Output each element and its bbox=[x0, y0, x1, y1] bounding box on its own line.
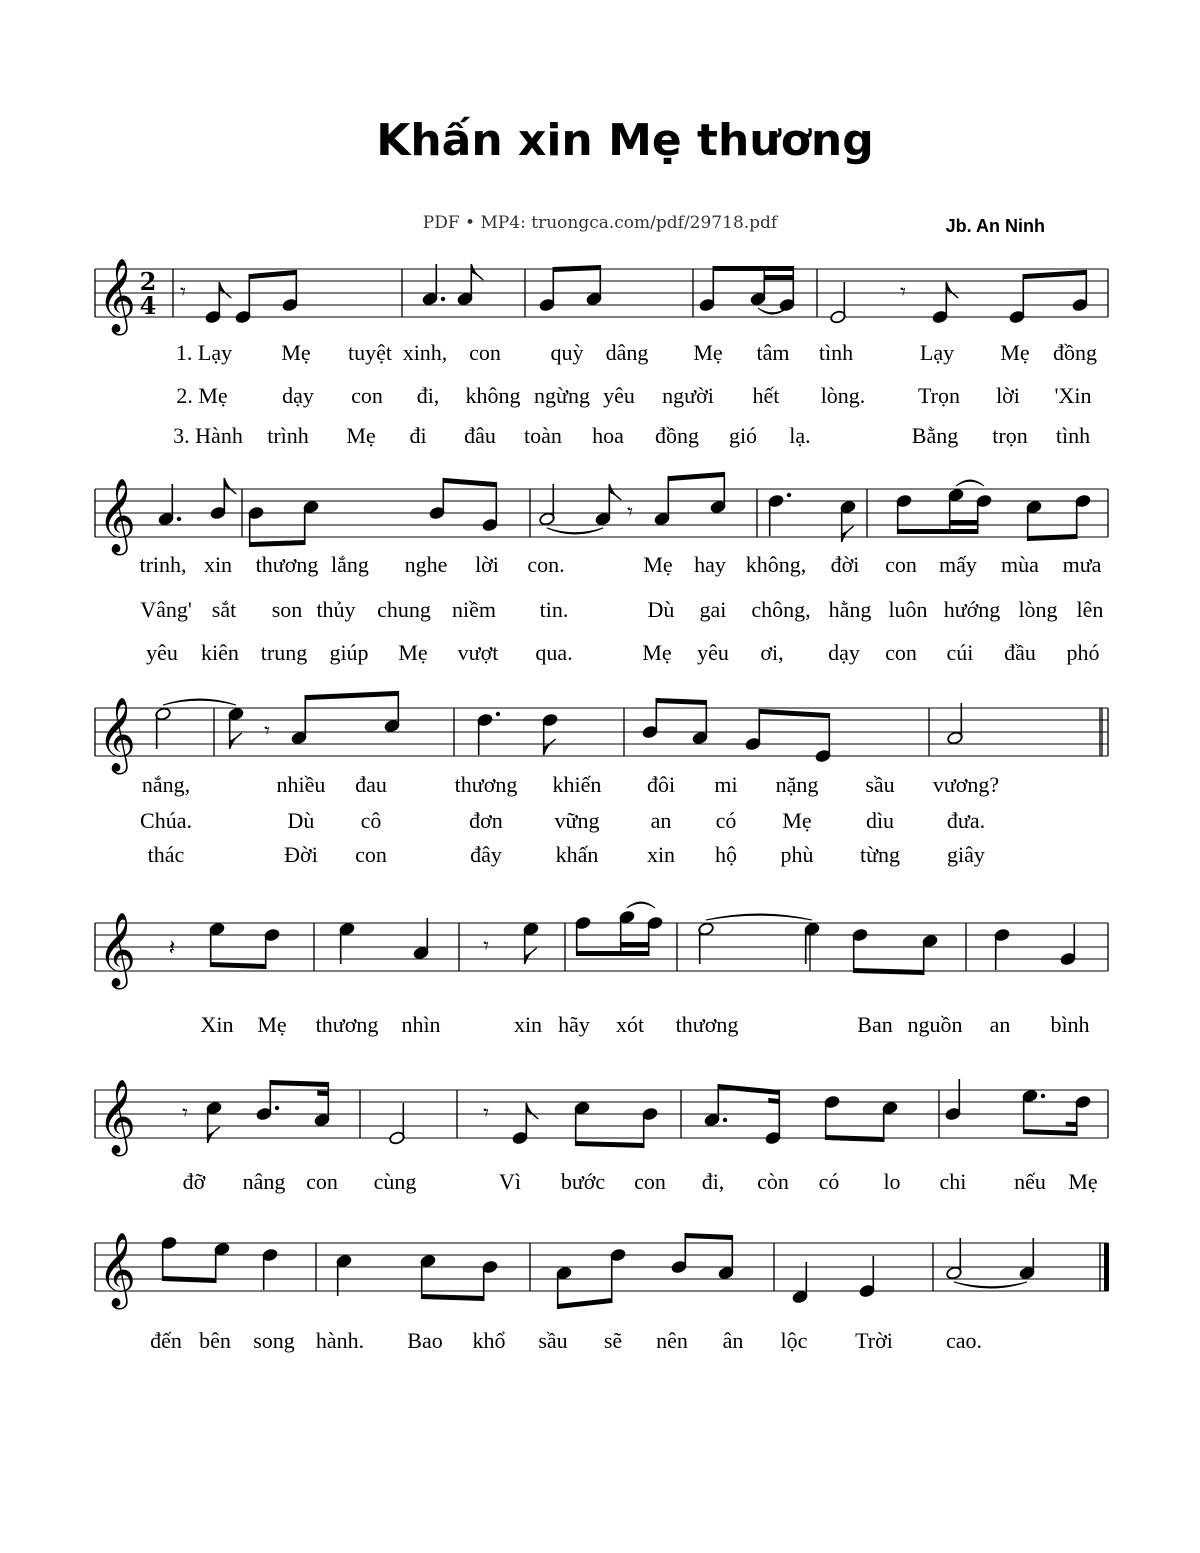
lyric-syllable: đến bbox=[150, 1328, 182, 1353]
lyric-syllable: yêu bbox=[146, 640, 178, 665]
lyric-syllable: hướng bbox=[943, 597, 1001, 622]
lyric-syllable: con bbox=[469, 340, 501, 365]
lyric-syllable: đi bbox=[409, 423, 427, 448]
lyric-syllable: con. bbox=[527, 552, 565, 577]
tie bbox=[163, 699, 236, 705]
lyric-syllable: lòng. bbox=[820, 383, 866, 408]
lyric-syllable: hết bbox=[752, 383, 780, 408]
song-title: Khấn xin Mẹ thương bbox=[376, 115, 874, 166]
secondary-beam bbox=[621, 942, 649, 947]
lyric-syllable: ân bbox=[722, 1328, 744, 1353]
lyric-syllable: phù bbox=[780, 842, 814, 867]
lyric-syllable: nguồn bbox=[907, 1012, 963, 1037]
augmentation-dot bbox=[1041, 1094, 1045, 1098]
lyric-syllable: dạy bbox=[282, 383, 314, 408]
lyric-syllable: Trời bbox=[855, 1328, 893, 1353]
lyric-syllable: trọn bbox=[992, 423, 1028, 448]
treble-clef-icon: 𝄞 bbox=[98, 479, 136, 553]
flag bbox=[471, 264, 483, 280]
lyric-syllable: xin bbox=[513, 1012, 543, 1037]
lyric-syllable: yêu bbox=[697, 640, 729, 665]
lyric-syllable: Vâng' bbox=[140, 597, 192, 622]
eighth-rest: 𝄾 bbox=[264, 719, 270, 744]
lyric-syllable: trình bbox=[267, 423, 309, 448]
beam bbox=[163, 1276, 216, 1283]
secondary-beam bbox=[950, 520, 978, 525]
flag bbox=[224, 478, 236, 494]
lyric-syllable: 2. Mẹ bbox=[176, 383, 228, 408]
lyric-syllable: Đời bbox=[284, 842, 318, 867]
lyric-syllable: chông, bbox=[751, 597, 811, 622]
lyric-syllable: Chúa. bbox=[140, 808, 192, 833]
beam bbox=[685, 1233, 732, 1240]
lyric-syllable: Mẹ bbox=[693, 340, 723, 365]
lyric-syllable: khấn bbox=[555, 842, 599, 867]
lyric-syllable: 'Xin bbox=[1054, 383, 1092, 408]
lyric-syllable: thương bbox=[675, 1012, 739, 1037]
flag bbox=[544, 739, 556, 755]
lyric-syllable: son bbox=[271, 597, 303, 622]
lyric-syllable: hộ bbox=[715, 842, 737, 867]
lyric-syllable: sầu bbox=[538, 1328, 568, 1353]
beam bbox=[249, 270, 296, 279]
tie bbox=[547, 528, 603, 534]
lyric-syllable: sầu bbox=[865, 772, 895, 797]
flag bbox=[219, 282, 231, 298]
lyric-syllable: khổ bbox=[472, 1328, 506, 1353]
music-systems bbox=[95, 259, 1109, 1353]
lyric-syllable: mấy bbox=[939, 552, 977, 577]
beam bbox=[443, 478, 496, 487]
beam bbox=[250, 540, 305, 547]
beam bbox=[718, 1084, 779, 1095]
lyric-syllable: đồng bbox=[655, 423, 699, 448]
lyric-syllable: con bbox=[351, 383, 383, 408]
lyric-syllable: nâng bbox=[242, 1169, 286, 1194]
lyric-syllable: toàn bbox=[524, 423, 562, 448]
lyric-syllable: xin bbox=[203, 552, 233, 577]
lyric-syllable: song bbox=[253, 1328, 295, 1353]
lyric-syllable: lạ. bbox=[789, 423, 811, 448]
lyric-syllable: có bbox=[818, 1169, 840, 1194]
eighth-rest: 𝄾 bbox=[900, 280, 906, 305]
beam bbox=[305, 691, 398, 700]
augmentation-dot bbox=[275, 1106, 279, 1110]
lyric-syllable: gai bbox=[699, 597, 727, 622]
flag bbox=[946, 282, 958, 298]
lyric-syllable: nên bbox=[656, 1328, 688, 1353]
lyric-syllable: không, bbox=[745, 552, 807, 577]
lyric-syllable: Mẹ bbox=[642, 640, 672, 665]
augmentation-dot bbox=[177, 517, 181, 521]
lyric-syllable: Vì bbox=[499, 1169, 521, 1194]
lyric-syllable: tình bbox=[818, 340, 854, 365]
lyric-syllable: 3. Hành bbox=[173, 423, 243, 448]
beam bbox=[577, 951, 649, 956]
lyric-syllable: cúi bbox=[946, 640, 974, 665]
eighth-rest: 𝄾 bbox=[627, 500, 633, 525]
eighth-rest: 𝄾 bbox=[180, 280, 186, 305]
augmentation-dot bbox=[723, 1118, 727, 1122]
lyric-syllable: giây bbox=[947, 842, 985, 867]
lyric-syllable: quỳ bbox=[550, 340, 584, 365]
lyric-syllable: gió bbox=[728, 423, 758, 448]
final-barline bbox=[1104, 1243, 1109, 1291]
lyric-syllable: lời bbox=[996, 383, 1020, 408]
lyric-syllable: đôi bbox=[646, 772, 676, 797]
lyric-syllable: dìu bbox=[865, 808, 895, 833]
lyric-syllable: con bbox=[306, 1169, 338, 1194]
lyric-syllable: luôn bbox=[888, 597, 928, 622]
lyric-syllable: hay bbox=[694, 552, 726, 577]
lyric-syllable: ơi, bbox=[760, 640, 784, 665]
lyric-syllable: đầu bbox=[1004, 640, 1036, 665]
lyric-syllable: vương? bbox=[932, 772, 1000, 797]
lyric-syllable: thương bbox=[255, 552, 319, 577]
beam bbox=[656, 698, 706, 705]
lyric-syllable: mưa bbox=[1062, 552, 1102, 577]
lyric-syllable: vượt bbox=[457, 640, 499, 665]
lyric-syllable: nghe bbox=[404, 552, 448, 577]
lyric-syllable: ngừng bbox=[534, 383, 590, 408]
lyric-syllable: từng bbox=[859, 842, 901, 867]
lyric-syllable: đâu bbox=[464, 423, 496, 448]
beam bbox=[553, 265, 600, 272]
lyric-syllable: dạy bbox=[828, 640, 860, 665]
lyric-syllable: đỡ bbox=[182, 1169, 206, 1194]
lyric-syllable: đi, bbox=[416, 383, 440, 408]
secondary-beam bbox=[1066, 1122, 1077, 1127]
lyric-syllable: nặng bbox=[775, 772, 819, 797]
beam bbox=[270, 1080, 328, 1087]
lyric-syllable: nhìn bbox=[401, 1012, 441, 1037]
flag bbox=[842, 526, 854, 542]
beam bbox=[558, 1298, 612, 1309]
eighth-rest: 𝄾 bbox=[483, 934, 489, 959]
eighth-rest: 𝄾 bbox=[182, 1101, 188, 1126]
flag bbox=[526, 1103, 538, 1119]
beam bbox=[854, 968, 924, 975]
lyric-syllable: an bbox=[989, 1012, 1011, 1037]
beam bbox=[898, 529, 978, 534]
beam bbox=[576, 1141, 644, 1148]
lyric-syllable: bên bbox=[199, 1328, 231, 1353]
lyric-syllable: Mẹ bbox=[1000, 340, 1030, 365]
lyric-syllable: đưa. bbox=[946, 808, 986, 833]
lyric-syllable: Mẹ bbox=[346, 423, 376, 448]
beam bbox=[668, 472, 724, 481]
lyric-syllable: Ban bbox=[857, 1012, 893, 1037]
beam bbox=[422, 1294, 484, 1301]
beam bbox=[826, 1135, 884, 1142]
lyric-syllable: hằng bbox=[828, 597, 872, 622]
lyric-syllable: Bao bbox=[407, 1328, 443, 1353]
lyric-syllable: lên bbox=[1076, 597, 1104, 622]
lyric-syllable: tuyệt bbox=[348, 340, 392, 365]
lyric-syllable: lòng bbox=[1018, 597, 1058, 622]
beam bbox=[1024, 1129, 1077, 1136]
lyric-syllable: thương bbox=[315, 1012, 379, 1037]
beam bbox=[211, 962, 266, 969]
lyric-syllable: thác bbox=[147, 842, 185, 867]
lyric-syllable: cao. bbox=[945, 1328, 983, 1353]
lyric-syllable: đi, bbox=[701, 1169, 725, 1194]
treble-clef-icon: 𝄞 bbox=[98, 1233, 136, 1307]
lyric-syllable: đau bbox=[355, 772, 387, 797]
lyric-syllable: sẽ bbox=[603, 1328, 623, 1353]
lyric-syllable: trinh, bbox=[139, 552, 187, 577]
lyric-syllable: phó bbox=[1066, 640, 1100, 665]
lyric-syllable: Mẹ bbox=[281, 340, 311, 365]
lyric-syllable: Xin bbox=[200, 1012, 234, 1037]
lyric-syllable: con bbox=[355, 842, 387, 867]
lyric-syllable: xót bbox=[615, 1012, 645, 1037]
lyric-syllable: hoa bbox=[592, 423, 624, 448]
lyric-syllable: lời bbox=[475, 552, 499, 577]
lyric-syllable: có bbox=[715, 808, 737, 833]
lyric-syllable: mùa bbox=[1001, 552, 1039, 577]
lyric-syllable: xinh, bbox=[402, 340, 448, 365]
lyric-syllable: mi bbox=[714, 772, 738, 797]
lyric-syllable: Mẹ bbox=[257, 1012, 287, 1037]
lyric-syllable: tâm bbox=[756, 340, 790, 365]
lyric-syllable: hành. bbox=[315, 1328, 365, 1353]
augmentation-dot bbox=[496, 712, 500, 716]
flag bbox=[609, 484, 621, 500]
beam bbox=[1028, 534, 1077, 541]
treble-clef-icon: 𝄞 bbox=[98, 698, 136, 772]
lyric-syllable: Bằng bbox=[911, 423, 959, 448]
quarter-rest: 𝄽 bbox=[168, 936, 176, 961]
secondary-beam bbox=[768, 1098, 779, 1104]
lyric-syllable: đồng bbox=[1053, 340, 1097, 365]
time-signature-bottom: 4 bbox=[139, 291, 157, 320]
secondary-beam bbox=[764, 275, 793, 280]
lyric-syllable: trung bbox=[260, 640, 308, 665]
lyric-syllable: nhiều bbox=[276, 772, 326, 797]
lyric-syllable: qua. bbox=[535, 640, 573, 665]
lyric-syllable: Trọn bbox=[918, 383, 960, 408]
lyric-syllable: Dù bbox=[287, 808, 315, 833]
lyric-syllable: còn bbox=[757, 1169, 789, 1194]
lyric-syllable: 1. Lạy bbox=[175, 340, 233, 365]
treble-clef-icon: 𝄞 bbox=[98, 1080, 136, 1154]
lyric-syllable: chung bbox=[377, 597, 431, 622]
lyric-syllable: cùng bbox=[373, 1169, 417, 1194]
lyric-syllable: thủy bbox=[316, 597, 356, 622]
lyric-syllable: đời bbox=[830, 552, 860, 577]
lyric-syllable: xin bbox=[646, 842, 676, 867]
secondary-beam bbox=[317, 1091, 328, 1096]
tie bbox=[627, 902, 655, 908]
beam bbox=[1023, 270, 1086, 279]
lyric-syllable: khiến bbox=[552, 772, 602, 797]
lyric-syllable: hãy bbox=[558, 1012, 590, 1037]
lyric-syllable: tin. bbox=[539, 597, 569, 622]
beam bbox=[759, 709, 829, 718]
lyric-syllable: an bbox=[650, 808, 672, 833]
source-link[interactable]: PDF • MP4: truongca.com/pdf/29718.pdf bbox=[422, 213, 778, 233]
composer-name: Jb. An Ninh bbox=[945, 216, 1045, 236]
flag bbox=[208, 1127, 220, 1143]
lyric-syllable: đây bbox=[470, 842, 502, 867]
lyric-syllable: kiên bbox=[201, 640, 239, 665]
augmentation-dot bbox=[441, 297, 445, 301]
lyric-syllable: Mẹ bbox=[782, 808, 812, 833]
lyric-syllable: niềm bbox=[452, 597, 496, 622]
lyric-syllable: nắng, bbox=[141, 772, 191, 797]
eighth-rest: 𝄾 bbox=[483, 1101, 489, 1126]
lyric-syllable: không bbox=[465, 383, 521, 408]
lyric-syllable: bình bbox=[1050, 1012, 1090, 1037]
lyric-syllable: Mẹ bbox=[398, 640, 428, 665]
lyric-syllable: nếu bbox=[1014, 1169, 1046, 1194]
lyric-syllable: cô bbox=[360, 808, 382, 833]
flag bbox=[525, 948, 537, 964]
lyric-syllable: lo bbox=[883, 1169, 901, 1194]
lyric-syllable: lắng bbox=[331, 552, 369, 577]
tie bbox=[954, 1282, 1027, 1288]
lyric-syllable: chi bbox=[939, 1169, 967, 1194]
time-signature-top: 2 bbox=[139, 267, 157, 296]
flag bbox=[230, 733, 242, 749]
lyric-syllable: con bbox=[885, 552, 917, 577]
lyric-syllable: dâng bbox=[605, 340, 649, 365]
tie bbox=[956, 480, 984, 486]
lyric-syllable: Mẹ bbox=[643, 552, 673, 577]
lyric-syllable: người bbox=[662, 383, 714, 408]
tie bbox=[706, 914, 812, 920]
treble-clef-icon: 𝄞 bbox=[98, 913, 136, 987]
lyric-syllable: tình bbox=[1055, 423, 1091, 448]
lyric-syllable: lộc bbox=[780, 1328, 808, 1353]
beam bbox=[713, 266, 793, 271]
lyric-syllable: vững bbox=[554, 808, 600, 833]
augmentation-dot bbox=[787, 493, 791, 497]
lyric-syllable: thương bbox=[454, 772, 518, 797]
lyric-syllable: giúp bbox=[329, 640, 369, 665]
lyric-syllable: sắt bbox=[211, 597, 237, 622]
treble-clef-icon: 𝄞 bbox=[98, 259, 136, 333]
lyric-syllable: yêu bbox=[603, 383, 635, 408]
lyric-syllable: bước bbox=[560, 1169, 606, 1194]
lyric-syllable: con bbox=[885, 640, 917, 665]
lyric-syllable: con bbox=[634, 1169, 666, 1194]
lyric-syllable: Mẹ bbox=[1068, 1169, 1098, 1194]
lyric-syllable: Lạy bbox=[919, 340, 955, 365]
lyric-syllable: Dù bbox=[647, 597, 675, 622]
lyric-syllable: đơn bbox=[469, 808, 503, 833]
